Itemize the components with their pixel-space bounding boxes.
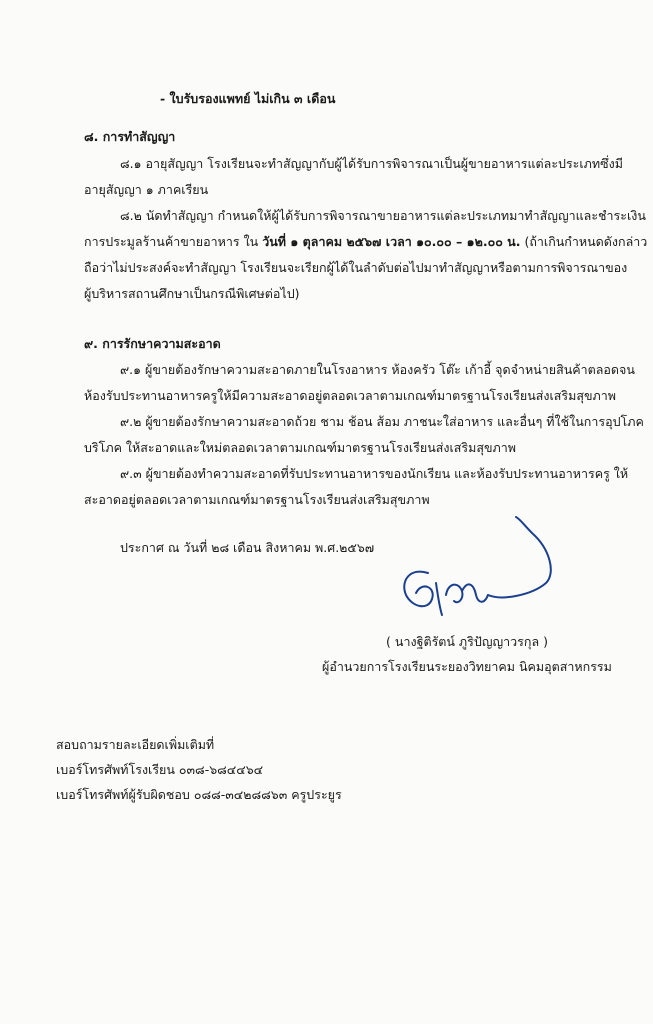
section-8-1-line-1: ๘.๑ อายุสัญญา โรงเรียนจะทำสัญญากับผู้ได้รับการพิจารณาเป็นผู้ขายอาหารแต่ละประเภทซึ่งมี — [120, 156, 623, 171]
signer-name: ( นางฐิติรัตน์ ภูริปัญญาวรกุล ) — [386, 634, 548, 649]
section-8-2-line-4: ผู้บริหารสถานศึกษาเป็นกรณีพิเศษต่อไป) — [84, 286, 300, 301]
contract-date: วันที่ ๑ ตุลาคม ๒๕๖๗ เวลา ๑๐.๐๐ – ๑๒.๐๐ น. — [262, 234, 521, 249]
section-9-1-line-1: ๙.๑ ผู้ขายต้องรักษาความสะอาดภายในโรงอาหาร ห้องครัว โต๊ะ เก้าอี้ จุดจำหน่ายสินค้าตลอดจน — [120, 362, 635, 377]
text-segment: (ถ้าเกินกำหนดดังกล่าว — [520, 234, 648, 249]
section-8-2-line-3: ถือว่าไม่ประสงค์จะทำสัญญา โรงเรียนจะเรียกผู้ได้ในลำดับต่อไปมาทำสัญญาหรือตามการพิจารณาของ — [84, 260, 628, 275]
section-9-heading: ๙. การรักษาความสะอาด — [84, 336, 221, 351]
section-8-2-line-2 — [84, 234, 647, 250]
school-phone: เบอร์โทรศัพท์โรงเรียน ๐๓๘-๖๘๔๔๖๔ — [56, 762, 264, 777]
announcement-date: ประกาศ ณ วันที่ ๒๘ เดือน สิงหาคม พ.ศ.๒๕๖๗ — [120, 540, 375, 555]
section-9-2-line-1: ๙.๒ ผู้ขายต้องรักษาความสะอาดถ้วย ชาม ช้อน ส้อม ภาชนะใส่อาหาร และอื่นๆ ที่ใช้ในการอุปโภค — [120, 414, 644, 429]
section-9-2-line-2: บริโภค ให้สะอาดและใหม่ตลอดเวลาตามเกณฑ์มาตรฐานโรงเรียนส่งเสริมสุขภาพ — [84, 440, 517, 455]
section-8-2-line-1: ๘.๒ นัดทำสัญญา กำหนดให้ผู้ได้รับการพิจารณาขายอาหารแต่ละประเภทมาทำสัญญาและชำระเงิน — [120, 208, 646, 223]
contact-intro: สอบถามรายละเอียดเพิ่มเติมที่ — [56, 737, 215, 752]
text-segment: การประมูลร้านค้าขายอาหาร ใน — [84, 234, 263, 249]
medical-cert-item: - ใบรับรองแพทย์ ไม่เกิน ๓ เดือน — [160, 91, 336, 106]
signer-title: ผู้อำนวยการโรงเรียนระยองวิทยาคม นิคมอุตสาหกรรม — [322, 659, 612, 674]
section-8-1-line-2: อายุสัญญา ๑ ภาคเรียน — [84, 182, 209, 197]
section-8-heading: ๘. การทำสัญญา — [84, 129, 176, 144]
staff-phone: เบอร์โทรศัพท์ผู้รับผิดชอบ ๐๘๘-๓๔๒๘๘๖๓ ครูประยูร — [56, 787, 342, 802]
section-9-3-line-2: สะอาดอยู่ตลอดเวลาตามเกณฑ์มาตรฐานโรงเรียนส่งเสริมสุขภาพ — [84, 492, 430, 507]
section-9-1-line-2: ห้องรับประทานอาหารครูให้มีความสะอาดอยู่ตลอดเวลาตามเกณฑ์มาตรฐานโรงเรียนส่งเสริมสุขภาพ — [84, 388, 617, 403]
signature-image — [392, 515, 562, 625]
section-9-3-line-1: ๙.๓ ผู้ขายต้องทำความสะอาดที่รับประทานอาหารของนักเรียน และห้องรับประทานอาหารครู ให้ — [120, 466, 629, 481]
